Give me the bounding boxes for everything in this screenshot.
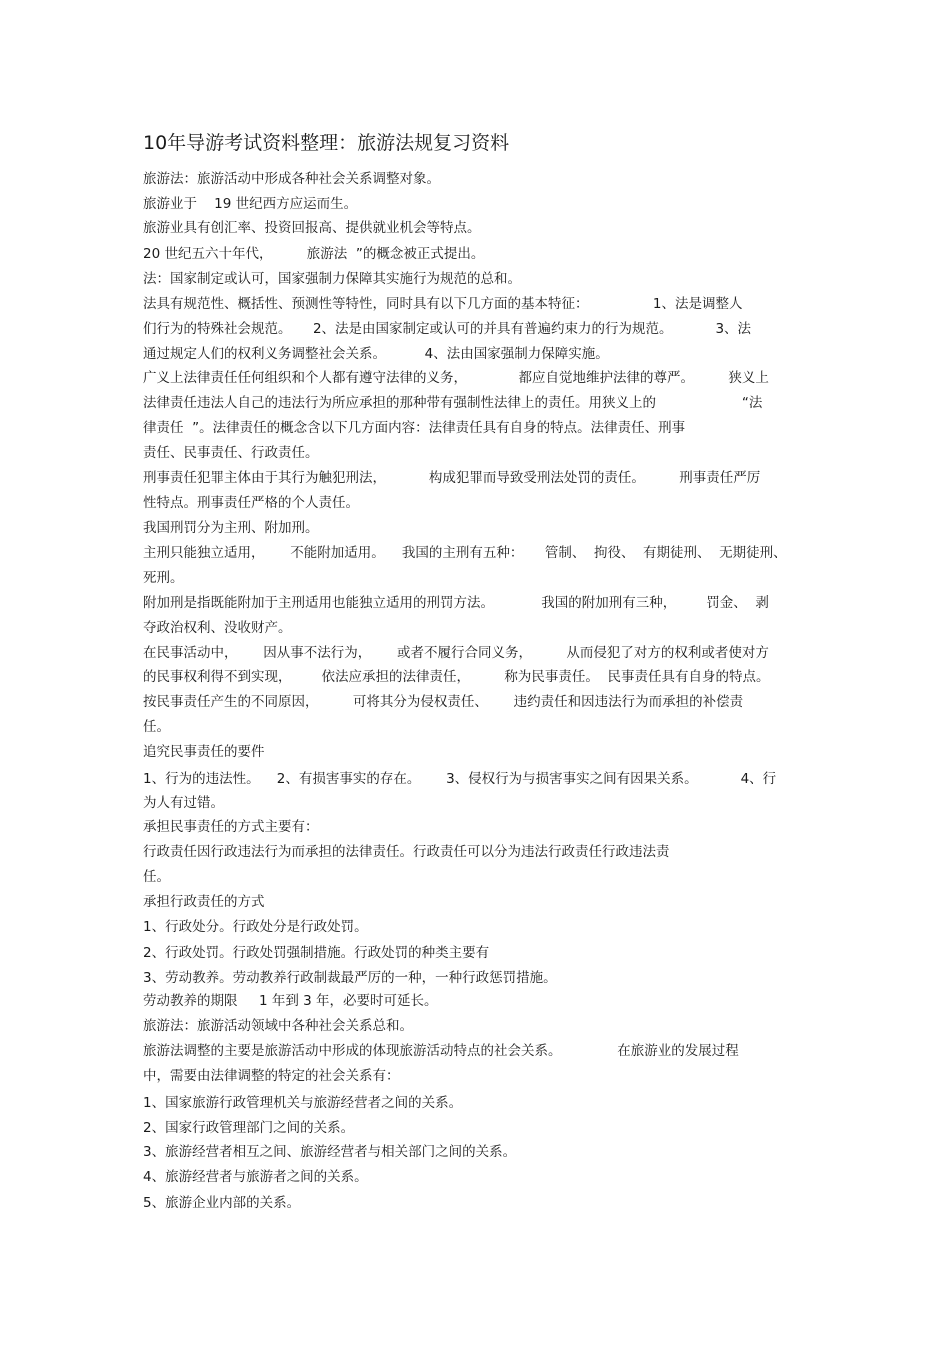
text-line: 广义上法律责任任何组织和个人都有遵守法律的义务， 都应自觉地维护法律的尊严。 狭义上 [143,370,769,386]
text-line: 旅游法：旅游活动领域中各种社会关系总和。 [143,1018,413,1034]
text-line: 20 世纪五六十年代， 旅游法 ”的概念被正式提出。 [143,246,485,262]
text-line: 刑事责任犯罪主体由于其行为触犯刑法， 构成犯罪而导致受刑法处罚的责任。 刑事责任严厉 [143,470,761,486]
text-line: 法具有规范性、概括性、预测性等特性，同时具有以下几方面的基本特征： 1、法是调整人 [143,296,743,312]
document-title: 10年导游考试资料整理：旅游法规复习资料 [143,132,510,154]
text-line: 旅游法：旅游活动中形成各种社会关系调整对象。 [143,171,440,187]
text-line: 4、旅游经营者与旅游者之间的关系。 [143,1169,368,1185]
text-line: 旅游法调整的主要是旅游活动中形成的体现旅游活动特点的社会关系。 在旅游业的发展过程 [143,1043,739,1059]
text-line: 2、行政处罚。行政处罚强制措施。行政处罚的种类主要有 [143,945,490,961]
text-line: 们行为的特殊社会规范。 2、法是由国家制定或认可的并具有普遍约束力的行为规范。 3、法 [143,321,752,337]
text-line: 行政责任因行政违法行为而承担的法律责任。行政责任可以分为违法行政责任行政违法责 [143,844,670,860]
text-line: 旅游业于 19 世纪西方应运而生。 [143,196,358,212]
text-line: 中，需要由法律调整的特定的社会关系有： [143,1068,400,1084]
text-line: 死刑。 [143,570,184,586]
text-line: 律责任 ”。法律责任的概念含以下几方面内容：法律责任具有自身的特点。法律责任、刑事 [143,420,686,436]
text-line: 在民事活动中， 因从事不法行为， 或者不履行合同义务， 从而侵犯了对方的权利或者使对方 [143,645,769,661]
text-line: 承担行政责任的方式 [143,894,265,910]
text-line: 3、劳动教养。劳动教养行政制裁最严厉的一种，一种行政惩罚措施。 [143,970,557,986]
text-line: 责任、民事责任、行政责任。 [143,445,319,461]
text-line: 的民事权利得不到实现， 依法应承担的法律责任， 称为民事责任。 民事责任具有自身的特点。 [143,669,770,685]
text-line: 劳动教养的期限 1 年到 3 年，必要时可延长。 [143,993,438,1009]
text-line: 1、行为的违法性。 2、有损害事实的存在。 3、侵权行为与损害事实之间有因果关系。 4、行 [143,771,777,787]
text-line: 夺政治权利、没收财产。 [143,620,292,636]
text-line: 法：国家制定或认可，国家强制力保障其实施行为规范的总和。 [143,271,521,287]
text-line: 5、旅游企业内部的关系。 [143,1195,301,1211]
text-line: 1、行政处分。行政处分是行政处罚。 [143,919,368,935]
text-line: 为人有过错。 [143,795,224,811]
text-line: 承担民事责任的方式主要有： [143,819,319,835]
text-line: 附加刑是指既能附加于主刑适用也能独立适用的刑罚方法。 我国的附加刑有三种， 罚金、 剥 [143,595,769,611]
text-line: 任。 [143,869,170,885]
text-line: 2、国家行政管理部门之间的关系。 [143,1120,355,1136]
text-line: 主刑只能独立适用， 不能附加适用。 我国的主刑有五种： 管制、 拘役、 有期徒刑、 无期徒刑、 [143,545,787,561]
text-line: 通过规定人们的权利义务调整社会关系。 4、法由国家强制力保障实施。 [143,346,609,362]
text-line: 性特点。刑事责任严格的个人责任。 [143,495,359,511]
text-line: 1、国家旅游行政管理机关与旅游经营者之间的关系。 [143,1095,463,1111]
text-line: 按民事责任产生的不同原因， 可将其分为侵权责任、 违约责任和因违法行为而承担的补偿责 [143,694,744,710]
text-line: 我国刑罚分为主刑、附加刑。 [143,520,319,536]
text-line: 任。 [143,719,170,735]
text-line: 法律责任违法人自己的违法行为所应承担的那种带有强制性法律上的责任。用狭义上的 “法 [143,395,763,411]
text-line: 旅游业具有创汇率、投资回报高、提供就业机会等特点。 [143,220,481,236]
text-line: 追究民事责任的要件 [143,744,265,760]
text-line: 3、旅游经营者相互之间、旅游经营者与相关部门之间的关系。 [143,1144,517,1160]
